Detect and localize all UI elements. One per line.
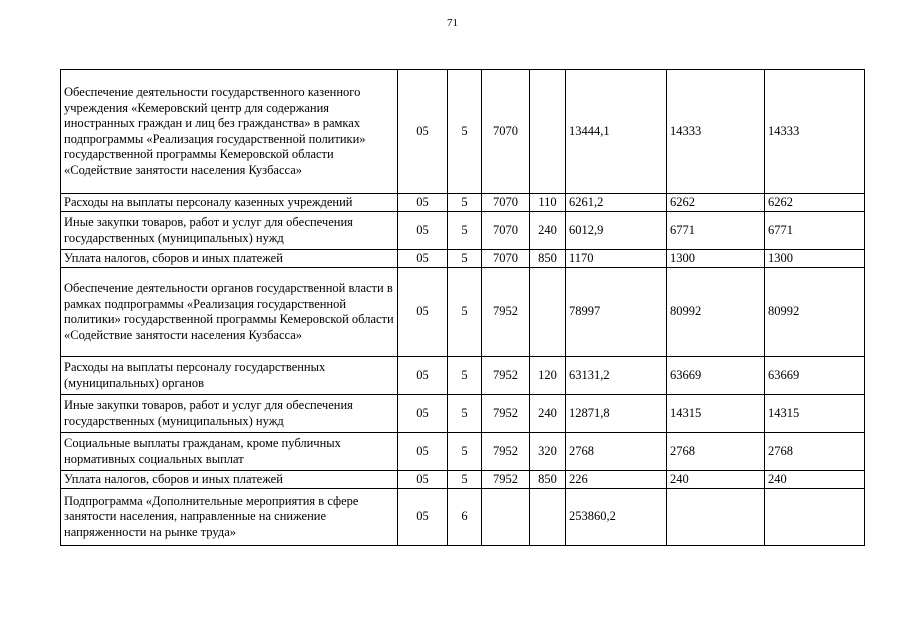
row-name: Обеспечение деятельности государственного казенного учреждения «Кемеровский центр для содержания иностранных граждан и лиц без гражданства» в рамках подпрограммы «Реализация государственной политики» государственной программы Кемеровской области «Содействие занятости населения Кузбасса» [61,70,398,194]
table-row [61,433,865,471]
table-row [61,471,865,489]
table-row [61,250,865,268]
subsection-code: 5 [448,70,482,194]
amount-year-1: 2768 [566,433,667,471]
expense-type-code: 320 [530,433,566,471]
subsection-code: 6 [448,489,482,546]
target-code [482,489,530,546]
target-code: 7952 [482,395,530,433]
amount-year-2: 6771 [667,212,765,250]
amount-year-2: 63669 [667,357,765,395]
amount-year-3: 80992 [765,268,865,357]
amount-year-3: 1300 [765,250,865,268]
target-code: 7952 [482,471,530,489]
expense-type-code [530,70,566,194]
subsection-code: 5 [448,433,482,471]
expense-type-code [530,268,566,357]
row-name: Подпрограмма «Дополнительные мероприятия в сфере занятости населения, направленные на снижение напряженности на рынке труда» [61,489,398,546]
subsection-code: 5 [448,395,482,433]
row-name: Расходы на выплаты персоналу казенных учреждений [61,194,398,212]
amount-year-3: 14333 [765,70,865,194]
amount-year-2: 2768 [667,433,765,471]
amount-year-1: 253860,2 [566,489,667,546]
expense-type-code: 240 [530,212,566,250]
section-code: 05 [398,194,448,212]
expense-type-code: 850 [530,250,566,268]
expense-type-code: 240 [530,395,566,433]
subsection-code: 5 [448,194,482,212]
amount-year-1: 226 [566,471,667,489]
amount-year-3: 6262 [765,194,865,212]
expense-type-code: 110 [530,194,566,212]
row-name: Социальные выплаты гражданам, кроме публичных нормативных социальных выплат [61,433,398,471]
row-name: Уплата налогов, сборов и иных платежей [61,471,398,489]
expense-type-code: 120 [530,357,566,395]
target-code: 7952 [482,433,530,471]
subsection-code: 5 [448,357,482,395]
amount-year-2: 240 [667,471,765,489]
section-code: 05 [398,395,448,433]
section-code: 05 [398,268,448,357]
target-code: 7952 [482,268,530,357]
table-row [61,70,865,194]
table-row [61,489,865,546]
target-code: 7070 [482,194,530,212]
amount-year-3: 6771 [765,212,865,250]
table-row [61,395,865,433]
section-code: 05 [398,357,448,395]
subsection-code: 5 [448,212,482,250]
amount-year-2: 6262 [667,194,765,212]
amount-year-1: 63131,2 [566,357,667,395]
subsection-code: 5 [448,471,482,489]
subsection-code: 5 [448,268,482,357]
row-name: Расходы на выплаты персоналу государственных (муниципальных) органов [61,357,398,395]
amount-year-3: 2768 [765,433,865,471]
subsection-code: 5 [448,250,482,268]
page-number: 71 [447,17,458,29]
row-name: Иные закупки товаров, работ и услуг для обеспечения государственных (муниципальных) нужд [61,212,398,250]
amount-year-3: 240 [765,471,865,489]
amount-year-2: 80992 [667,268,765,357]
amount-year-2: 1300 [667,250,765,268]
section-code: 05 [398,489,448,546]
amount-year-1: 78997 [566,268,667,357]
section-code: 05 [398,212,448,250]
row-name: Уплата налогов, сборов и иных платежей [61,250,398,268]
amount-year-2 [667,489,765,546]
target-code: 7952 [482,357,530,395]
expense-type-code: 850 [530,471,566,489]
table-row [61,194,865,212]
amount-year-2: 14333 [667,70,765,194]
amount-year-3 [765,489,865,546]
amount-year-1: 1170 [566,250,667,268]
target-code: 7070 [482,212,530,250]
amount-year-1: 6261,2 [566,194,667,212]
target-code: 7070 [482,70,530,194]
amount-year-1: 6012,9 [566,212,667,250]
amount-year-2: 14315 [667,395,765,433]
amount-year-3: 63669 [765,357,865,395]
target-code: 7070 [482,250,530,268]
table-row [61,357,865,395]
section-code: 05 [398,70,448,194]
expense-type-code [530,489,566,546]
section-code: 05 [398,433,448,471]
section-code: 05 [398,250,448,268]
amount-year-3: 14315 [765,395,865,433]
amount-year-1: 13444,1 [566,70,667,194]
table-row [61,268,865,357]
row-name: Иные закупки товаров, работ и услуг для обеспечения государственных (муниципальных) нужд [61,395,398,433]
section-code: 05 [398,471,448,489]
row-name: Обеспечение деятельности органов государственной власти в рамках подпрограммы «Реализация государственной политики» государственной программы Кемеровской области «Содействие занятости населения Кузбасса» [61,268,398,357]
budget-table [60,69,865,546]
table-row [61,212,865,250]
amount-year-1: 12871,8 [566,395,667,433]
